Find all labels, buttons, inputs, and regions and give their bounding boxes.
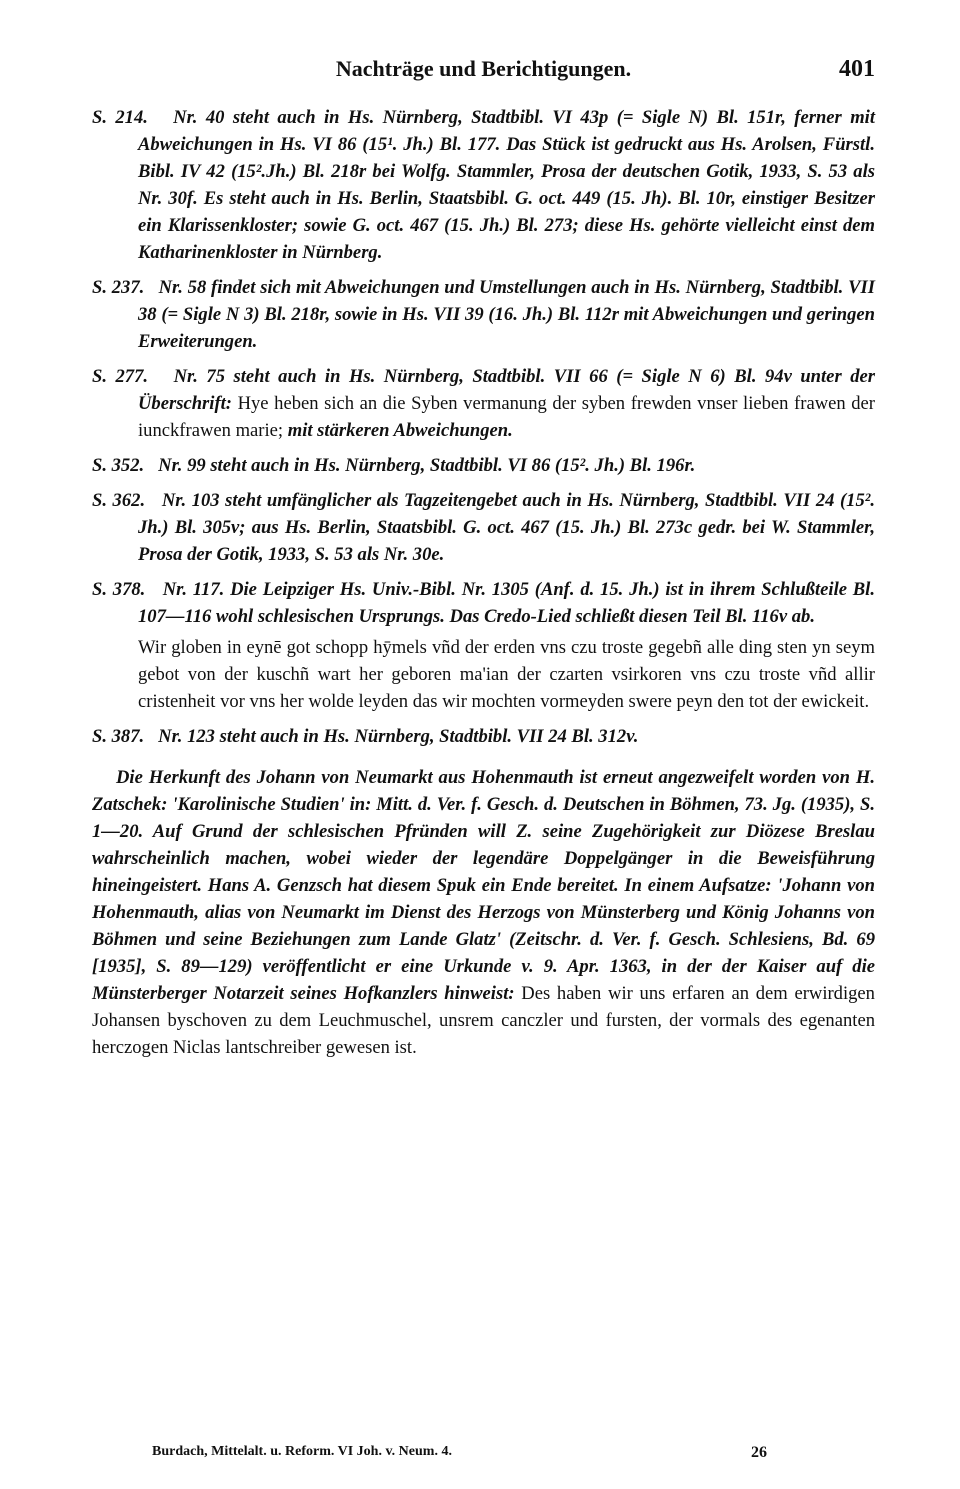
entry-text: Nr. 99 steht auch in Hs. Nürnberg, Stadtbibl. VI 86 (15². Jh.) Bl. 196r. — [158, 455, 696, 476]
closing-paragraph — [92, 764, 875, 1061]
entry-text: Nr. 123 steht auch in Hs. Nürnberg, Stadtbibl. VII 24 Bl. 312v. — [158, 726, 639, 747]
entry-s378 — [92, 576, 875, 630]
entry-s362 — [92, 487, 875, 568]
page-number: 401 — [839, 56, 875, 82]
sheet-number: 26 — [751, 1444, 767, 1461]
entry-text-tail: mit stärkeren Abweichungen. — [283, 420, 513, 441]
running-head — [92, 56, 875, 90]
entry-s277 — [92, 363, 875, 444]
paragraph-quoted-text: Des haben wir uns erfaren an dem erwirdigen Johansen byschoven zu dem Leuchmuschel, unsrem canczler und fursten, der vormals des egenanten herczogen Niclas lantschreiber gewesen ist. — [92, 983, 875, 1058]
entry-ref: S. 378. — [92, 579, 146, 600]
entry-text: Nr. 58 findet sich mit Abweichungen und Umstellungen auch in Hs. Nürnberg, Stadtbibl. VII 38 (= Sigle N 3) Bl. 218r, sowie in Hs. VII 39 (16. Jh.) Bl. 112r mit Abweichungen und geringen Erweiterungen. — [138, 277, 875, 352]
signature-line: Burdach, Mittelalt. u. Reform. VI Joh. v. Neum. 4. — [152, 1444, 452, 1459]
paragraph-text: Die Herkunft des Johann von Neumarkt aus Hohenmauth ist erneut angezweifelt worden von H. Zatschek: 'Karolinische Studien' in: Mitt. d. Ver. f. Gesch. d. Deutschen in Böhmen, 73. Jg. (1935), S. 1—20. Auf Grund der schlesischen Pfründen will Z. seine Zugehörigkeit zur Diözese Breslau wahrscheinlich machen, wobei wieder der legendäre Doppelgänger in die Beweisführung hineingeistert. Hans A. Genzsch hat diesem Spuk ein Ende bereitet. In einem Aufsatze: 'Johann von Hohenmauth, alias von Neumarkt im Dienst des Herzogs von Münsterberg und König Johanns von Böhmen und seine Beziehungen zum Lande Glatz' (Zeitschr. d. Ver. f. Gesch. Schlesiens, Bd. 69 [1935], S. 89—129) veröffentlicht er eine Urkunde v. 9. Apr. 1363, in der der Kaiser auf die Münsterberger Notarzeit seines Hofkanzlers hinweist: — [92, 767, 875, 1004]
page-body — [92, 104, 875, 1080]
entry-text: Nr. 117. Die Leipziger Hs. Univ.-Bibl. Nr. 1305 (Anf. d. 15. Jh.) ist in ihrem Schlußteile Bl. 107—116 wohl schlesischen Ursprungs. Das Credo-Lied schließt diesen Teil Bl. 116v ab. — [138, 579, 875, 627]
entry-text: Nr. 75 steht auch in Hs. Nürnberg, Stadtbibl. VII 66 (= Sigle N 6) Bl. 94v unter der Überschrift: — [138, 366, 875, 414]
entry-text: Nr. 40 steht auch in Hs. Nürnberg, Stadtbibl. VI 43p (= Sigle N) Bl. 151r, ferner mit Abweichungen in Hs. VI 86 (15¹. Jh.) Bl. 177. Das Stück ist gedruckt aus Hs. Arolsen, Fürstl. Bibl. IV 42 (15².Jh.) Bl. 218r bei Wolfg. Stammler, Prosa der deutschen Gotik, 1933, S. 53 als Nr. 30f. Es steht auch in Hs. Berlin, Staatsbibl. G. oct. 449 (15. Jh). Bl. 10r, einstiger Besitzer ein Klarissenkloster; sowie G. oct. 467 (15. Jh.) Bl. 273; diese Hs. gehörte vielleicht einst dem Katharinenkloster in Nürnberg. — [138, 107, 875, 263]
entry-s237 — [92, 274, 875, 355]
entry-ref: S. 362. — [92, 490, 146, 511]
entry-ref: S. 277. — [92, 366, 149, 387]
entry-s214 — [92, 104, 875, 266]
entry-ref: S. 214. — [92, 107, 148, 128]
credo-quote: Wir globen in eynē got schopp hȳmels vñd der erden vns czu troste gegebñ alle ding sten yn seym gebot von der kuschñ wart her geboren ma'ian der czarten vsirkoren vns czu troste vñd allir cristenheit vor vns her wolde leyden das wir mochten vormeyden swere peyn den tot der ewickeit. — [138, 637, 875, 712]
entry-ref: S. 352. — [92, 455, 145, 476]
entry-ref: S. 237. — [92, 277, 145, 298]
entry-quoted-text: Hye heben sich an die Syben vermanung der syben frewden vnser lieben frawen der iunckfrawen marie; — [138, 393, 875, 441]
page-title: Nachträge und Berichtigungen. — [335, 56, 632, 81]
entry-s352 — [92, 452, 875, 479]
entry-s387 — [92, 723, 875, 750]
page-footer — [152, 1444, 767, 1466]
entry-ref: S. 387. — [92, 726, 145, 747]
entry-text: Nr. 103 steht umfänglicher als Tagzeitengebet auch in Hs. Nürnberg, Stadtbibl. VII 24 (15². Jh.) Bl. 305v; aus Hs. Berlin, Staatsbibl. G. oct. 467 (15. Jh.) Bl. 273c gedr. bei W. Stammler, Prosa der Gotik, 1933, S. 53 als Nr. 30e. — [138, 490, 876, 565]
